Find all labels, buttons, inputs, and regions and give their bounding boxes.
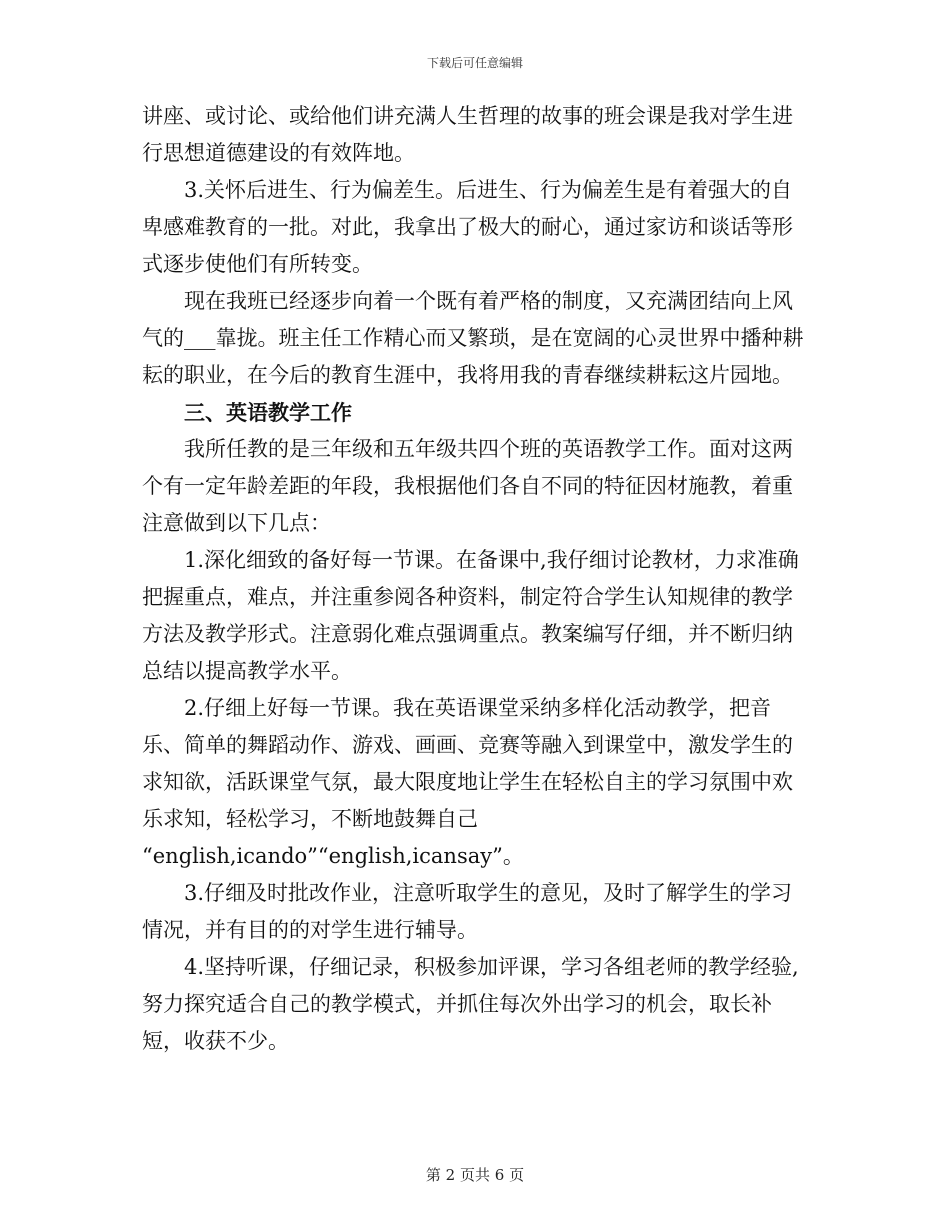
paragraph-7: “english,icando”“english,icansay”。: [142, 844, 524, 868]
page-header: 下载后可任意编辑: [426, 56, 523, 70]
document-body: [142, 98, 808, 1060]
paragraph-2: 3.关怀后进生、行为偏差生。后进生、行为偏差生是有着强大的自卑感难教育的一批。对此，我拿出了极大的耐心，通过家访和谈话等形式逐步使他们有所转变。: [142, 178, 793, 276]
paragraph-5: 1.深化细致的备好每一节课。在备课中,我仔细讨论教材，力求准确把握重点，难点，并注重参阅各种资料，制定符合学生认知规律的教学方法及教学形式。注意弱化难点强调重点。教案编写仔细，并不断归纳总结以提高教学水平。: [142, 548, 799, 683]
paragraph-8: 3.仔细及时批改作业，注意听取学生的意见，及时了解学生的学习情况，并有目的的对学生进行辅导。: [142, 881, 793, 942]
paragraph-1: 讲座、或讨论、或给他们讲充满人生哲理的故事的班会课是我对学生进行思想道德建设的有效阵地。: [142, 104, 793, 165]
paragraph-9: 4.坚持听课，仔细记录，积极参加评课，学习各组老师的教学经验,努力探究适合自己的教学模式，并抓住每次外出学习的机会，取长补短，收获不少。: [142, 955, 799, 1053]
paragraph-3: 现在我班已经逐步向着一个既有着严格的制度，又充满团结向上风气的___靠拢。班主任工作精心而又繁琐，是在宽阔的心灵世界中播种耕耘的职业，在今后的教育生涯中，我将用我的青春继续耕耘这片园地。: [142, 289, 804, 387]
page-footer: 第 2 页共 6 页: [425, 1166, 525, 1184]
paragraph-4: 我所任教的是三年级和五年级共四个班的英语教学工作。面对这两个有一定年龄差距的年段，我根据他们各自不同的特征因材施教，着重注意做到以下几点：: [142, 437, 793, 535]
section-heading: 三、英语教学工作: [184, 400, 352, 425]
paragraph-6: 2.仔细上好每一节课。我在英语课堂采纳多样化活动教学，把音乐、简单的舞蹈动作、游戏、画画、竞赛等融入到课堂中，激发学生的求知欲，活跃课堂气氛，最大限度地让学生在轻松自主的学习氛围中欢乐求知，轻松学习，不断地鼓舞自己: [142, 696, 793, 831]
